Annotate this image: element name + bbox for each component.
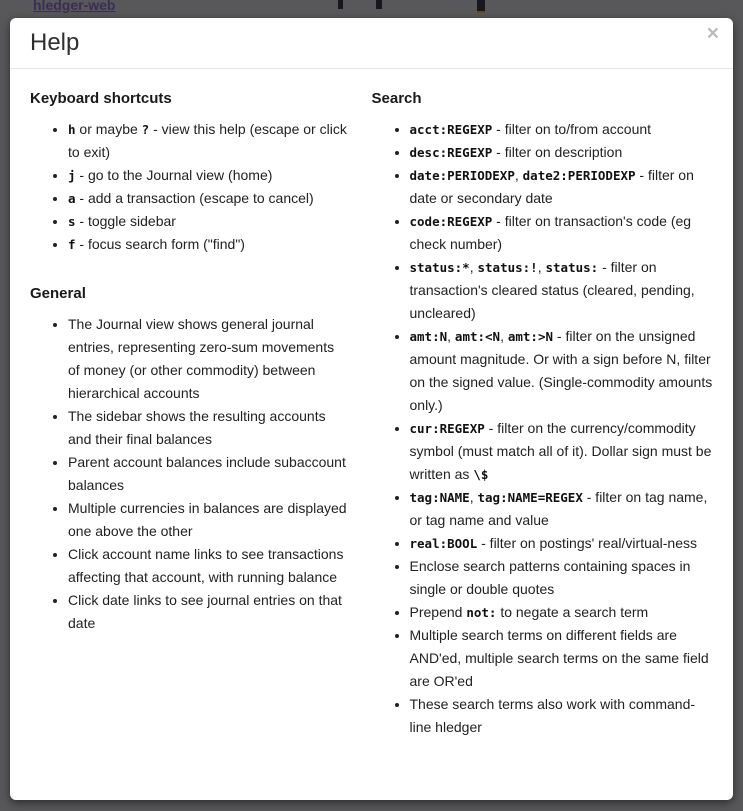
code-term: acct:REGEXP xyxy=(409,122,493,137)
list-item xyxy=(68,233,350,256)
list-item xyxy=(68,589,350,635)
help-list xyxy=(372,118,714,739)
code-term: status:* xyxy=(409,260,470,275)
text-run: Click date links to see journal entries on that date xyxy=(68,592,342,631)
text-run: - filter on postings' real/virtual-ness xyxy=(477,535,697,551)
site-brand-link[interactable]: hledger-web xyxy=(33,0,116,13)
text-run: - filter on date or secondary date xyxy=(409,167,694,206)
text-run: - filter on to/from account xyxy=(492,121,652,137)
code-term: code:REGEXP xyxy=(409,214,493,229)
list-item xyxy=(410,486,714,532)
text-run: - go to the Journal view (home) xyxy=(75,167,273,183)
text-run: - focus search form ("find") xyxy=(75,236,245,252)
text-run: - view this help (escape or click to exit) xyxy=(68,121,347,160)
help-list xyxy=(30,313,350,635)
list-item xyxy=(410,325,714,417)
modal-header xyxy=(10,18,733,69)
list-item xyxy=(410,417,714,486)
help-column-right xyxy=(372,69,714,739)
code-term: tag:NAME=REGEX xyxy=(477,490,583,505)
list-item xyxy=(410,164,714,210)
list-item xyxy=(68,405,350,451)
text-run: - filter on the unsigned amount magnitude. Or with a sign before N, filter on the signed value. (Single-commodity amounts only.) xyxy=(409,328,713,413)
list-item xyxy=(68,187,350,210)
code-term: not: xyxy=(466,605,497,620)
text-run: These search terms also work with command-line hledger xyxy=(409,696,696,735)
help-list xyxy=(30,118,350,256)
background-heading-fragment xyxy=(376,0,382,9)
list-item xyxy=(68,543,350,589)
code-term: a xyxy=(68,191,76,206)
code-term: \$ xyxy=(473,467,489,482)
code-term: tag:NAME xyxy=(409,490,470,505)
text-run: Prepend xyxy=(409,604,467,620)
code-term: s xyxy=(68,214,76,229)
help-column-left xyxy=(30,69,372,739)
section-heading: Search xyxy=(371,90,422,107)
text-run: or maybe xyxy=(75,121,142,137)
code-term: real:BOOL xyxy=(409,536,478,551)
list-item xyxy=(410,555,714,601)
list-item xyxy=(68,497,350,543)
code-term: ? xyxy=(141,122,150,137)
list-item xyxy=(410,118,714,141)
dimmed-background-page xyxy=(0,0,743,18)
code-term: h xyxy=(68,122,76,137)
text-run: to negate a search term xyxy=(496,604,649,620)
text-run: - add a transaction (escape to cancel) xyxy=(75,190,314,206)
modal-body xyxy=(10,69,733,759)
code-term: cur:REGEXP xyxy=(409,421,485,436)
code-term: date2:PERIODEXP xyxy=(522,168,636,183)
text-run: , xyxy=(469,489,478,505)
list-item xyxy=(68,164,350,187)
text-run: - filter on transaction's code (eg check number) xyxy=(409,213,692,252)
list-item xyxy=(410,624,714,693)
text-run: Enclose search patterns containing spaces in single or double quotes xyxy=(409,558,691,597)
code-term: status:! xyxy=(477,260,538,275)
list-item xyxy=(410,141,714,164)
text-run: - filter on transaction's cleared status (cleared, pending, uncleared) xyxy=(409,259,695,321)
text-run: , xyxy=(500,328,508,344)
text-run: - filter on tag name, or tag name and value xyxy=(409,489,708,528)
text-run: The sidebar shows the resulting accounts and their final balances xyxy=(68,408,326,447)
list-item xyxy=(410,256,714,325)
text-run: - filter on the currency/commodity symbol (must match all of it). Dollar sign must be written as xyxy=(409,420,712,482)
text-run: , xyxy=(469,259,478,275)
text-run: Click account name links to see transactions affecting that account, with running balance xyxy=(68,546,344,585)
text-run: - filter on description xyxy=(492,144,623,160)
list-item xyxy=(68,451,350,497)
list-item xyxy=(68,118,350,164)
code-term: status: xyxy=(545,260,599,275)
text-run: Multiple search terms on different fields are AND'ed, multiple search terms on the same field are OR'ed xyxy=(409,627,709,689)
list-item xyxy=(68,210,350,233)
code-term: f xyxy=(68,237,76,252)
code-term: j xyxy=(68,168,76,183)
list-item xyxy=(68,313,350,405)
code-term: date:PERIODEXP xyxy=(409,168,515,183)
text-run: The Journal view shows general journal entries, representing zero-sum movements of money (or other commodity) between hierarchical accounts xyxy=(68,316,335,401)
text-run: Parent account balances include subaccount balances xyxy=(68,454,346,493)
list-item xyxy=(410,693,714,739)
code-term: amt:>N xyxy=(507,329,554,344)
code-term: amt:N xyxy=(409,329,448,344)
text-run: , xyxy=(537,259,546,275)
close-button[interactable] xyxy=(707,23,719,44)
section-heading: General xyxy=(30,285,86,302)
section-heading: Keyboard shortcuts xyxy=(30,90,172,107)
text-run: , xyxy=(514,167,523,183)
background-heading-fragment xyxy=(477,0,485,13)
code-term: desc:REGEXP xyxy=(409,145,493,160)
modal-title: Help xyxy=(30,29,80,56)
close-icon: × xyxy=(706,22,719,45)
code-term: amt:<N xyxy=(454,329,501,344)
help-modal xyxy=(10,18,733,800)
list-item xyxy=(410,601,714,624)
text-run: , xyxy=(447,328,455,344)
text-run: Multiple currencies in balances are displayed one above the other xyxy=(68,500,347,539)
list-item xyxy=(410,532,714,555)
text-run: - toggle sidebar xyxy=(75,213,176,229)
background-heading-fragment xyxy=(338,0,343,9)
list-item xyxy=(410,210,714,256)
